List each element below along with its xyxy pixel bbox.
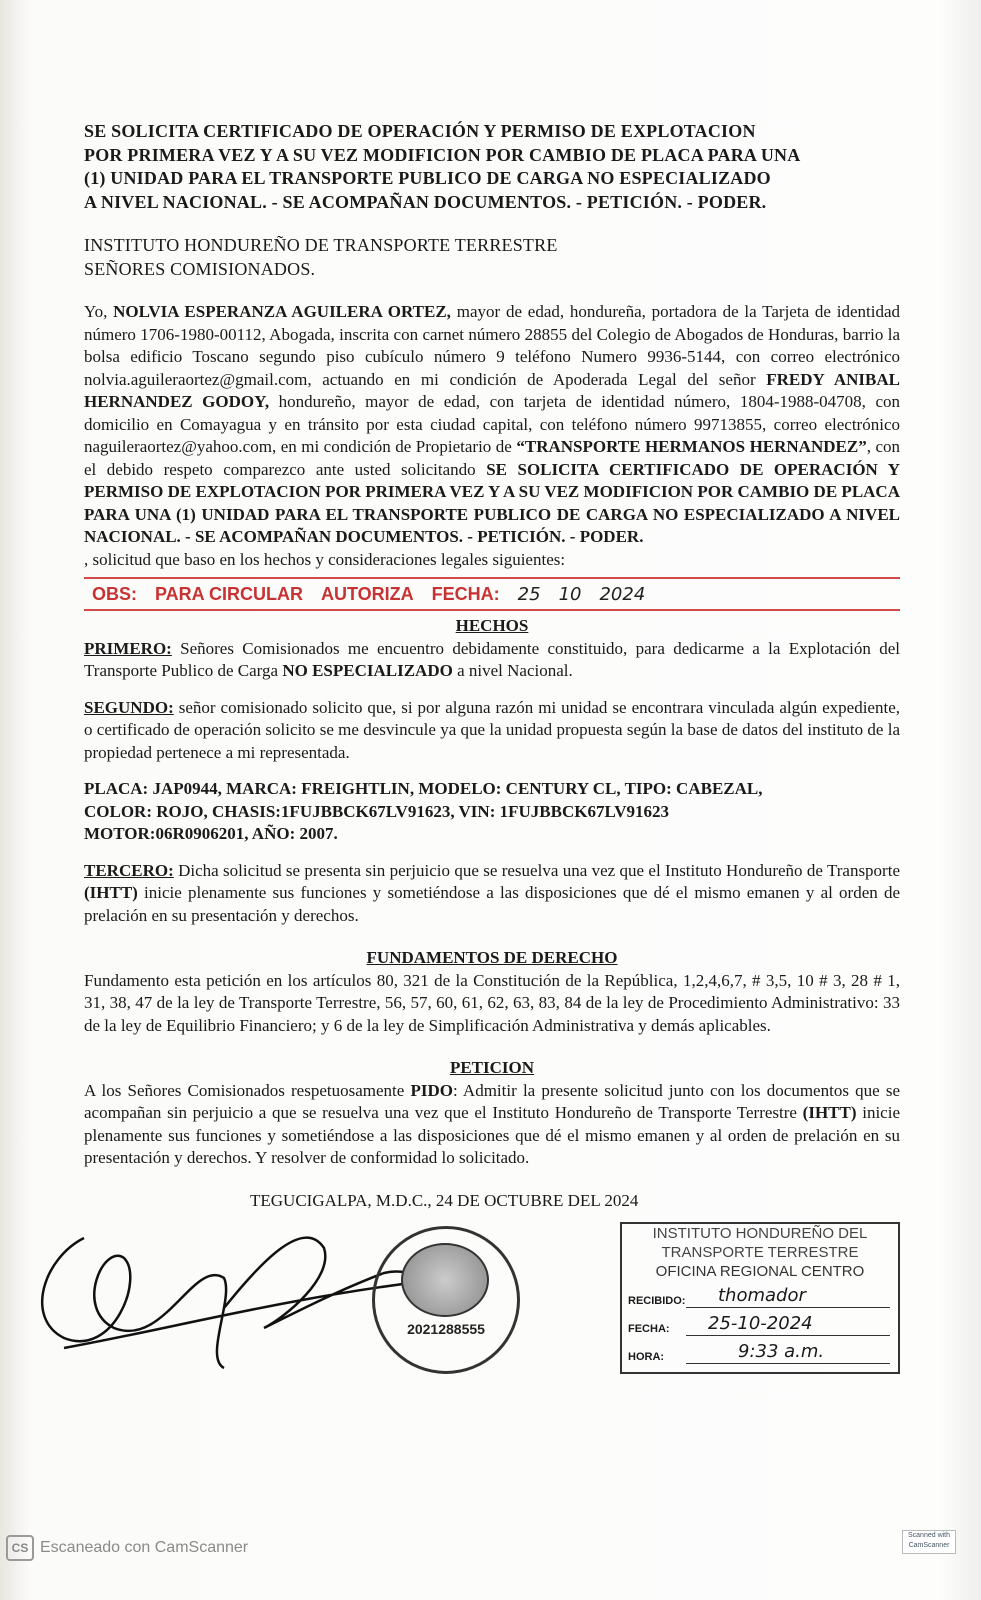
title-line: (1) UNIDAD PARA EL TRANSPORTE PUBLICO DE CARGA NO ESPECIALIZADO — [84, 168, 771, 188]
company-name: “TRANSPORTE HERMANOS HERNANDEZ” — [516, 437, 867, 456]
document-body — [84, 120, 900, 1388]
applicant-name: NOLVIA ESPERANZA AGUILERA ORTEZ, — [113, 302, 451, 321]
recibido-label: RECIBIDO: — [628, 1295, 686, 1307]
fundamentos-heading: FUNDAMENTOS DE DERECHO — [366, 948, 618, 967]
stamp-institution: TRANSPORTE TERRESTRE — [661, 1244, 859, 1261]
text: inicie plenamente sus funciones y sometiéndose a las disposiciones que dé el mismo emanen y al orden de prelación en su presentación y derechos. Y resolver de conformidad lo solicitado. — [84, 1103, 900, 1167]
fundamentos-paragraph: Fundamento esta petición en los artículos 80, 321 de la Constitución de la República, 1,2,4,6,7, # 3,5, 10 # 3, 28 # 1, 31, 38, 47 de la ley de Transporte Terrestre, 56, 57, 60, 61, 62, 63, 83, 84 de la ley de Procedimiento Administrativo: 33 de la ley de Equilibrio Financiero; y 6 de la ley de Simplificación Administrativa y demás aplicables. — [84, 970, 900, 1035]
tercero-paragraph — [84, 860, 900, 928]
camscanner-badge: Scanned with CamScanner — [902, 1530, 956, 1554]
text: A los Señores Comisionados respetuosamente — [84, 1080, 411, 1100]
authorization-stamp — [84, 577, 900, 611]
addressee — [84, 234, 900, 281]
text: Yo, — [84, 302, 114, 321]
recibido-row — [628, 1284, 890, 1308]
text: inicie plenamente sus funciones y sometiéndose a las disposiciones que dé el mismo emanen y al orden de prelación en su presentación y derechos. — [84, 883, 900, 925]
stamp-obs-label: OBS: — [92, 583, 137, 604]
text: señor comisionado solicito que, si por alguna razón mi unidad se encontrara vinculada algún expediente, o certificado de operación solicito se me desvincule ya que la unidad propuesta según la base de datos del instituto de la propiedad pertenece a mi representada. — [84, 697, 900, 762]
recibido-value: thomador — [718, 1285, 806, 1306]
vehicle-details — [84, 778, 900, 846]
client-name: FREDY ANIBAL HERNANDEZ GODOY, — [84, 369, 901, 411]
hechos-heading: HECHOS — [455, 616, 529, 635]
text: Dicha solicitud se presenta sin perjuicio que se resuelva una vez que el Instituto Hondureño de Transporte — [173, 860, 900, 880]
segundo-paragraph — [84, 697, 900, 765]
text: : Admitir la presente solicitud junto con los documentos que se acompañan sin perjuicio a que se resuelva una vez que el Instituto Hondureño de Transporte Terrestre — [84, 1080, 901, 1122]
addressee-institution: INSTITUTO HONDUREÑO DE TRANSPORTE TERRESTRE — [84, 235, 558, 255]
stamp-office: OFICINA REGIONAL CENTRO — [655, 1263, 865, 1280]
peticion-heading: PETICION — [449, 1058, 535, 1077]
reception-stamp — [620, 1222, 900, 1374]
intro-paragraph — [84, 301, 900, 571]
segundo-label: SEGUNDO: — [84, 697, 174, 717]
document-title — [84, 120, 900, 214]
handwritten-year: 2024 — [599, 583, 646, 605]
intro-closing: , solicitud que baso en los hechos y consideraciones legales siguientes: — [84, 549, 566, 569]
handwritten-month: 10 — [558, 583, 582, 605]
text-bold: NO ESPECIALIZADO — [282, 661, 453, 680]
hora-row — [628, 1340, 890, 1364]
vehicle-line: PLACA: JAP0944, MARCA: FREIGHTLIN, MODELO: CENTURY CL, TIPO: CABEZAL, — [84, 779, 763, 798]
addressee-commissioners: SEÑORES COMISIONADOS. — [84, 258, 316, 279]
seal-number: 2021288555 — [407, 1321, 485, 1337]
stamp-fecha-label: FECHA: — [431, 583, 500, 604]
hora-value: 9:33 a.m. — [738, 1341, 825, 1362]
peticion-paragraph — [84, 1080, 900, 1170]
text: mayor de edad, hondureña, portadora de la Tarjeta de identidad número 1706-1980-00112, Abogada, inscrita con carnet número 28855 del Colegio de Abogados de Honduras, barrio la bolsa edificio Toscano segundo piso cubículo número 9 teléfono Numero 9936-5144, con correo electrónico nolvia.aguileraortez@gmail.com, actuando en mi condición de Apoderada Legal del señor — [84, 302, 901, 389]
scanner-footer — [6, 1535, 248, 1561]
stamp-text: PARA CIRCULAR — [155, 583, 303, 604]
lawyer-seal — [372, 1226, 520, 1374]
fecha-value: 25-10-2024 — [708, 1313, 813, 1334]
tercero-label: TERCERO: — [84, 860, 174, 880]
text-bold: (IHTT) — [802, 1103, 857, 1122]
title-line: A NIVEL NACIONAL. - SE ACOMPAÑAN DOCUMENTOS. - PETICIÓN. - PODER. — [84, 191, 767, 212]
text-bold: (IHTT) — [84, 883, 138, 902]
stamp-institution: INSTITUTO HONDUREÑO DEL — [652, 1225, 868, 1242]
scanner-footer-text: Escaneado con CamScanner — [40, 1539, 249, 1556]
handwritten-day: 25 — [517, 583, 541, 605]
fecha-row — [628, 1312, 890, 1336]
text: , con el debido respeto comparezco ante usted solicitando — [84, 437, 901, 479]
scales-of-justice-icon — [401, 1243, 489, 1317]
text: a nivel Nacional. — [452, 661, 573, 680]
title-line: POR PRIMERA VEZ Y A SU VEZ MODIFICION POR CAMBIO DE PLACA PARA UNA — [84, 144, 801, 165]
fecha-label: FECHA: — [628, 1323, 670, 1335]
title-line: SE SOLICITA CERTIFICADO DE OPERACIÓN Y PERMISO DE EXPLOTACION — [84, 121, 756, 141]
place-date: TEGUCIGALPA, M.D.C., 24 DE OCTUBRE DEL 2024 — [250, 1190, 639, 1210]
hora-label: HORA: — [628, 1351, 665, 1363]
primero-paragraph — [84, 638, 900, 683]
vehicle-line: MOTOR:06R0906201, AÑO: 2007. — [84, 824, 338, 843]
text: Señores Comisionados me encuentro debidamente constituido, para dedicarme a la Explotación del Transporte Publico de Carga — [84, 638, 900, 680]
stamp-text: AUTORIZA — [321, 583, 414, 604]
text: hondureño, mayor de edad, con tarjeta de identidad número, 1804-1988-04708, con domicilio en Comayagua y en tránsito por esta ciudad capital, con teléfono número 99713855, correo electrónico naguileraortez@yahoo.com, en mi condición de Propietario de — [84, 392, 900, 456]
vehicle-line: COLOR: ROJO, CHASIS:1FUJBBCK67LV91623, VIN: 1FUJBBCK67LV91623 — [84, 801, 669, 821]
signature-area — [84, 1218, 900, 1388]
camscanner-logo-icon: CS — [6, 1535, 34, 1561]
text-bold: PIDO — [410, 1080, 453, 1100]
request-text: SE SOLICITA CERTIFICADO DE OPERACIÓN Y PERMISO DE EXPLOTACION POR PRIMERA VEZ Y A SU VEZ MODIFICION POR CAMBIO DE PLACA PARA UNA (1) UNIDAD PARA EL TRANSPORTE PUBLICO DE CARGA NO ESPECIALIZADO A NIVEL NACIONAL. - SE ACOMPAÑAN DOCUMENTOS. - PETICIÓN. - PODER. — [84, 459, 900, 546]
primero-label: PRIMERO: — [84, 638, 172, 658]
